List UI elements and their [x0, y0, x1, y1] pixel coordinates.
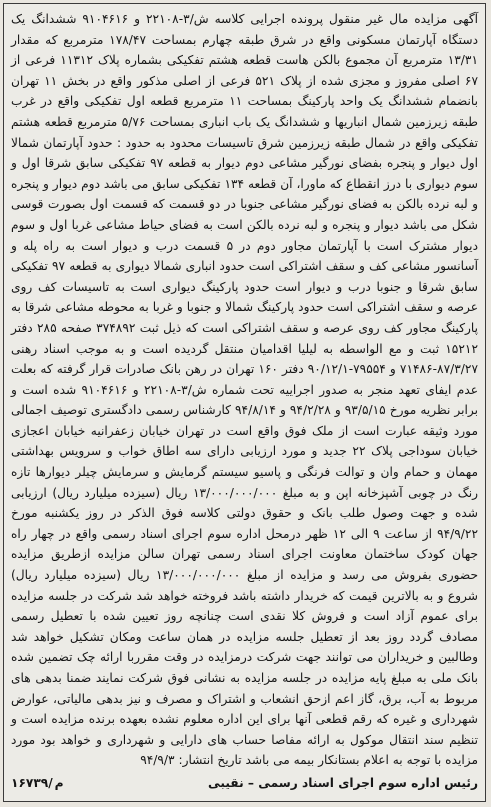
reference-number	[11, 773, 64, 793]
notice-body-text: آگهی مزایده مال غیر منقول پرونده اجرایی کلاسه ش/۳-۲۲۱۰۸ و ۹۱۰۴۶۱۶ ششدانگ یک دستگاه آپارتمان مسکونی واقع در شرق طبقه چهارم بمساحت ۱۷۸/۴۷ مترمربع که مقدار ۱۳/۳۱ مترمربع آن مجموع بالکن هاست قطعه هشتم تفکیکی بشماره پلاک ۱۱۳۱۲ فرعی از ۶۷ اصلی مفروز و مجزی شده از پلاک ۵۲۱ فرعی از اصلی مذکور واقع در بخش ۱۱ تهران بانضمام ششدانگ یک واحد پارکینگ بمساحت ۱۱ مترمربع قطعه اول تفکیکی واقع در غرب طبقه زیرزمین شمال انباریها و ششدانگ یک باب انباری بمساحت ۵/۷۶ مترمربع قطعه هشتم تفکیکی واقع در شمال طبقه زیرزمین شرق تاسیسات محدود به حدود : حدود آپارتمان شمالا اول دیوار و پنجره بفضای نورگیر مشاعی دوم دیوار به قطعه ۹۷ تفکیکی سابق شرقا اول و سوم دیواری با درز انقطاع که ماورا، آن قطعه ۱۳۴ تفکیکی سابق می باشد دوم دیوار و پنجره و لبه نرده بالکن به فضای نورگیر مشاعی جنوبا در دو قسمت که قسمت اول بصورت قوسی شکل می باشد دیوار و پنجره و لبه نرده بالکن است به فضای حیاط مشاعی غربا اول و سوم دیوار مشترک است با آپارتمان مجاور دوم در ۵ قسمت درب و دیوار است به راه پله و آسانسور مشاعی کف و سقف اشتراکی است حدود انباری شمالا دیواری به قطعه ۹۷ تفکیکی سابق شرقا و جنوبا درب و دیوار است حدود پارکینگ دیواری است به تاسیسات کف روی عرصه و سقف اشتراکی است حدود پارکینگ شمالا و جنوبا و غربا به محوطه مشاعی شرقا به پارکینگ مجاور کف روی عرصه و سقف اشتراکی است که ذیل ثبت ۳۷۴۸۹۲ صفحه ۲۸۵ دفتر ۱۵۲۱۲ ثبت و مع الواسطه به لیلیا اقدامیان منتقل گردیده است و به موجب اسناد رهنی ۸۷/۳/۲۷-۷۱۴۸۶ و ۷۹۵۵۴-۹۰/۱۲/۱ دفتر ۱۶۰ تهران در رهن بانک صادرات قرار گرفته که بعلت عدم ایفای تعهد منجر به صدور اجراییه تحت شماره ش/۳-۲۲۱۰۸ و ۹۱۰۴۶۱۶ شده است و برابر نظریه مورخ ۹۳/۵/۱۵ و ۹۴/۲/۲۸ و ۹۴/۸/۱۴ کارشناس رسمی دادگستری توصیف اجمالی مورد وثیقه عبارت است از ملک فوق واقع است در تهران خیابان زعفرانیه خیابان اعجازی خیابان سوداجی پلاک ۲۲ جدید و مورد ارزیابی دارای سه اطاق خواب و سرویس بهداشتی مهمان و حمام وان و توالت فرنگی و پاسیو سیستم گرمایش و سرمایش چیلر دیوارها تازه رنگ در چوبی آشپزخانه اپن و به مبلغ ۱۳/۰۰۰/۰۰۰/۰۰۰ ریال (سیزده میلیارد ریال) ارزیابی شده و جهت وصول طلب بانک و حقوق دولتی کلاسه فوق الذکر در روز یکشنبه مورخ ۹۴/۹/۲۲ از ساعت ۹ الی ۱۲ ظهر درمحل اداره سوم اجرای اسناد رسمی واقع در چهار راه جهان کودک ساختمان معاونت اجرای اسناد رسمی تهران سالن مزایده ازطریق مزایده حضوری بفروش می رسد و مزایده از مبلغ ۱۳/۰۰۰/۰۰۰/۰۰۰ ریال (سیزده میلیارد ریال) شروع و به بالاترین قیمت که خریدار داشته باشد فروخته خواهد شد شرکت در جلسه مزایده برای عموم آزاد است و فروش کلا نقدی است چنانچه روز تعیین شده با تعطیل رسمی مصادف گردد روز بعد از تعطیل جلسه مزایده در همان ساعت ومکان تشکیل خواهد شد وطالبین و خریداران می توانند جهت شرکت درمزایده در وقت مقرربا ارائه چک تضمین شده بانک ملی به مبلغ پایه مزایده در جلسه مزایده به نشانی فوق شرکت نمایند ضمنا بدهی های مربوط به آب، برق، گاز اعم ازحق انشعاب و اشتراک و مصرف و نیز بدهی مالیاتی، عوارض شهرداری و غیره که رقم قطعی آنها برای این اداره معلوم نشده بعهده برنده مزایده است و تنظیم سند انتقال موکول به ارائه مفاصا حساب های دارایی و شهرداری و خواهد بود مورد مزایده با توجه به اعلام بستانکار بیمه می باشد تاریخ انتشار: ۹۴/۹/۳	[11, 12, 479, 768]
signature-line: رئیس اداره سوم اجرای اسناد رسمی – نقیبی	[208, 775, 478, 790]
reference-value: ۱۶۷۳۹	[11, 775, 49, 790]
notice-footer	[11, 773, 478, 793]
reference-separator: /	[48, 775, 53, 790]
auction-notice	[3, 3, 486, 802]
reference-prefix: م	[54, 775, 64, 790]
